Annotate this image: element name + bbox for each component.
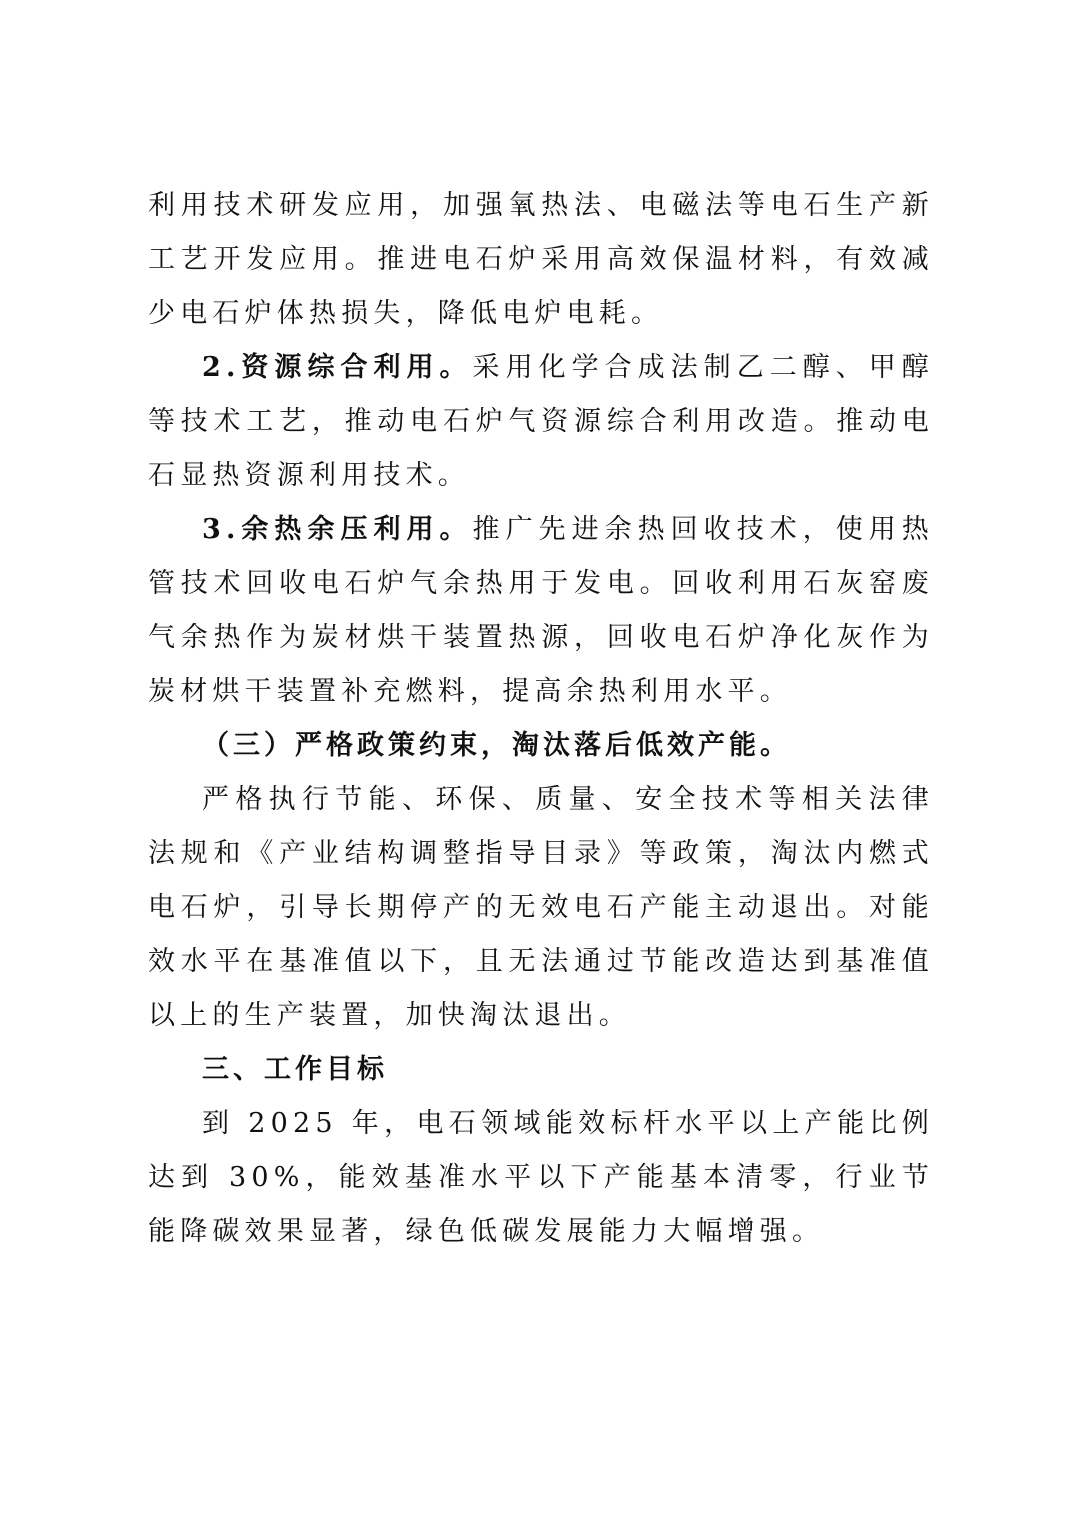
paragraph-lead: 2.资源综合利用。 <box>202 352 473 383</box>
paragraph-text: 到 2025 年，电石领域能效标杆水平以上产能比例达到 30%，能效基准水平以下产能基本清零，行业节能降碳效果显著，绿色低碳发展能力大幅增强。 <box>148 1108 934 1247</box>
document-page <box>148 179 934 1259</box>
section-subheading: （三）严格政策约束，淘汰落后低效产能。 <box>202 730 791 761</box>
paragraph-resource-utilization <box>148 341 934 503</box>
paragraph-continuation <box>148 179 934 341</box>
paragraph-text: 采用化学合成法制乙二醇、甲醇等技术工艺，推动电石炉气资源综合利用改造。推动电石显热资源利用技术。 <box>148 352 934 491</box>
paragraph-targets <box>148 1097 934 1259</box>
paragraph-lead: 3.余热余压利用。 <box>202 514 473 545</box>
paragraph-text: 推广先进余热回收技术，使用热管技术回收电石炉气余热用于发电。回收利用石灰窑废气余热作为炭材烘干装置热源，回收电石炉净化灰作为炭材烘干装置补充燃料，提高余热利用水平。 <box>148 514 934 707</box>
paragraph-text: 严格执行节能、环保、质量、安全技术等相关法律法规和《产业结构调整指导目录》等政策，淘汰内燃式电石炉，引导长期停产的无效电石产能主动退出。对能效水平在基准值以下，且无法通过节能改造达到基准值以上的生产装置，加快淘汰退出。 <box>148 784 934 1031</box>
paragraph-text: 利用技术研发应用，加强氧热法、电磁法等电石生产新工艺开发应用。推进电石炉采用高效保温材料，有效减少电石炉体热损失，降低电炉电耗。 <box>148 190 934 329</box>
paragraph-waste-heat <box>148 503 934 719</box>
section-heading: 三、工作目标 <box>202 1054 388 1085</box>
paragraph-policy <box>148 773 934 1043</box>
